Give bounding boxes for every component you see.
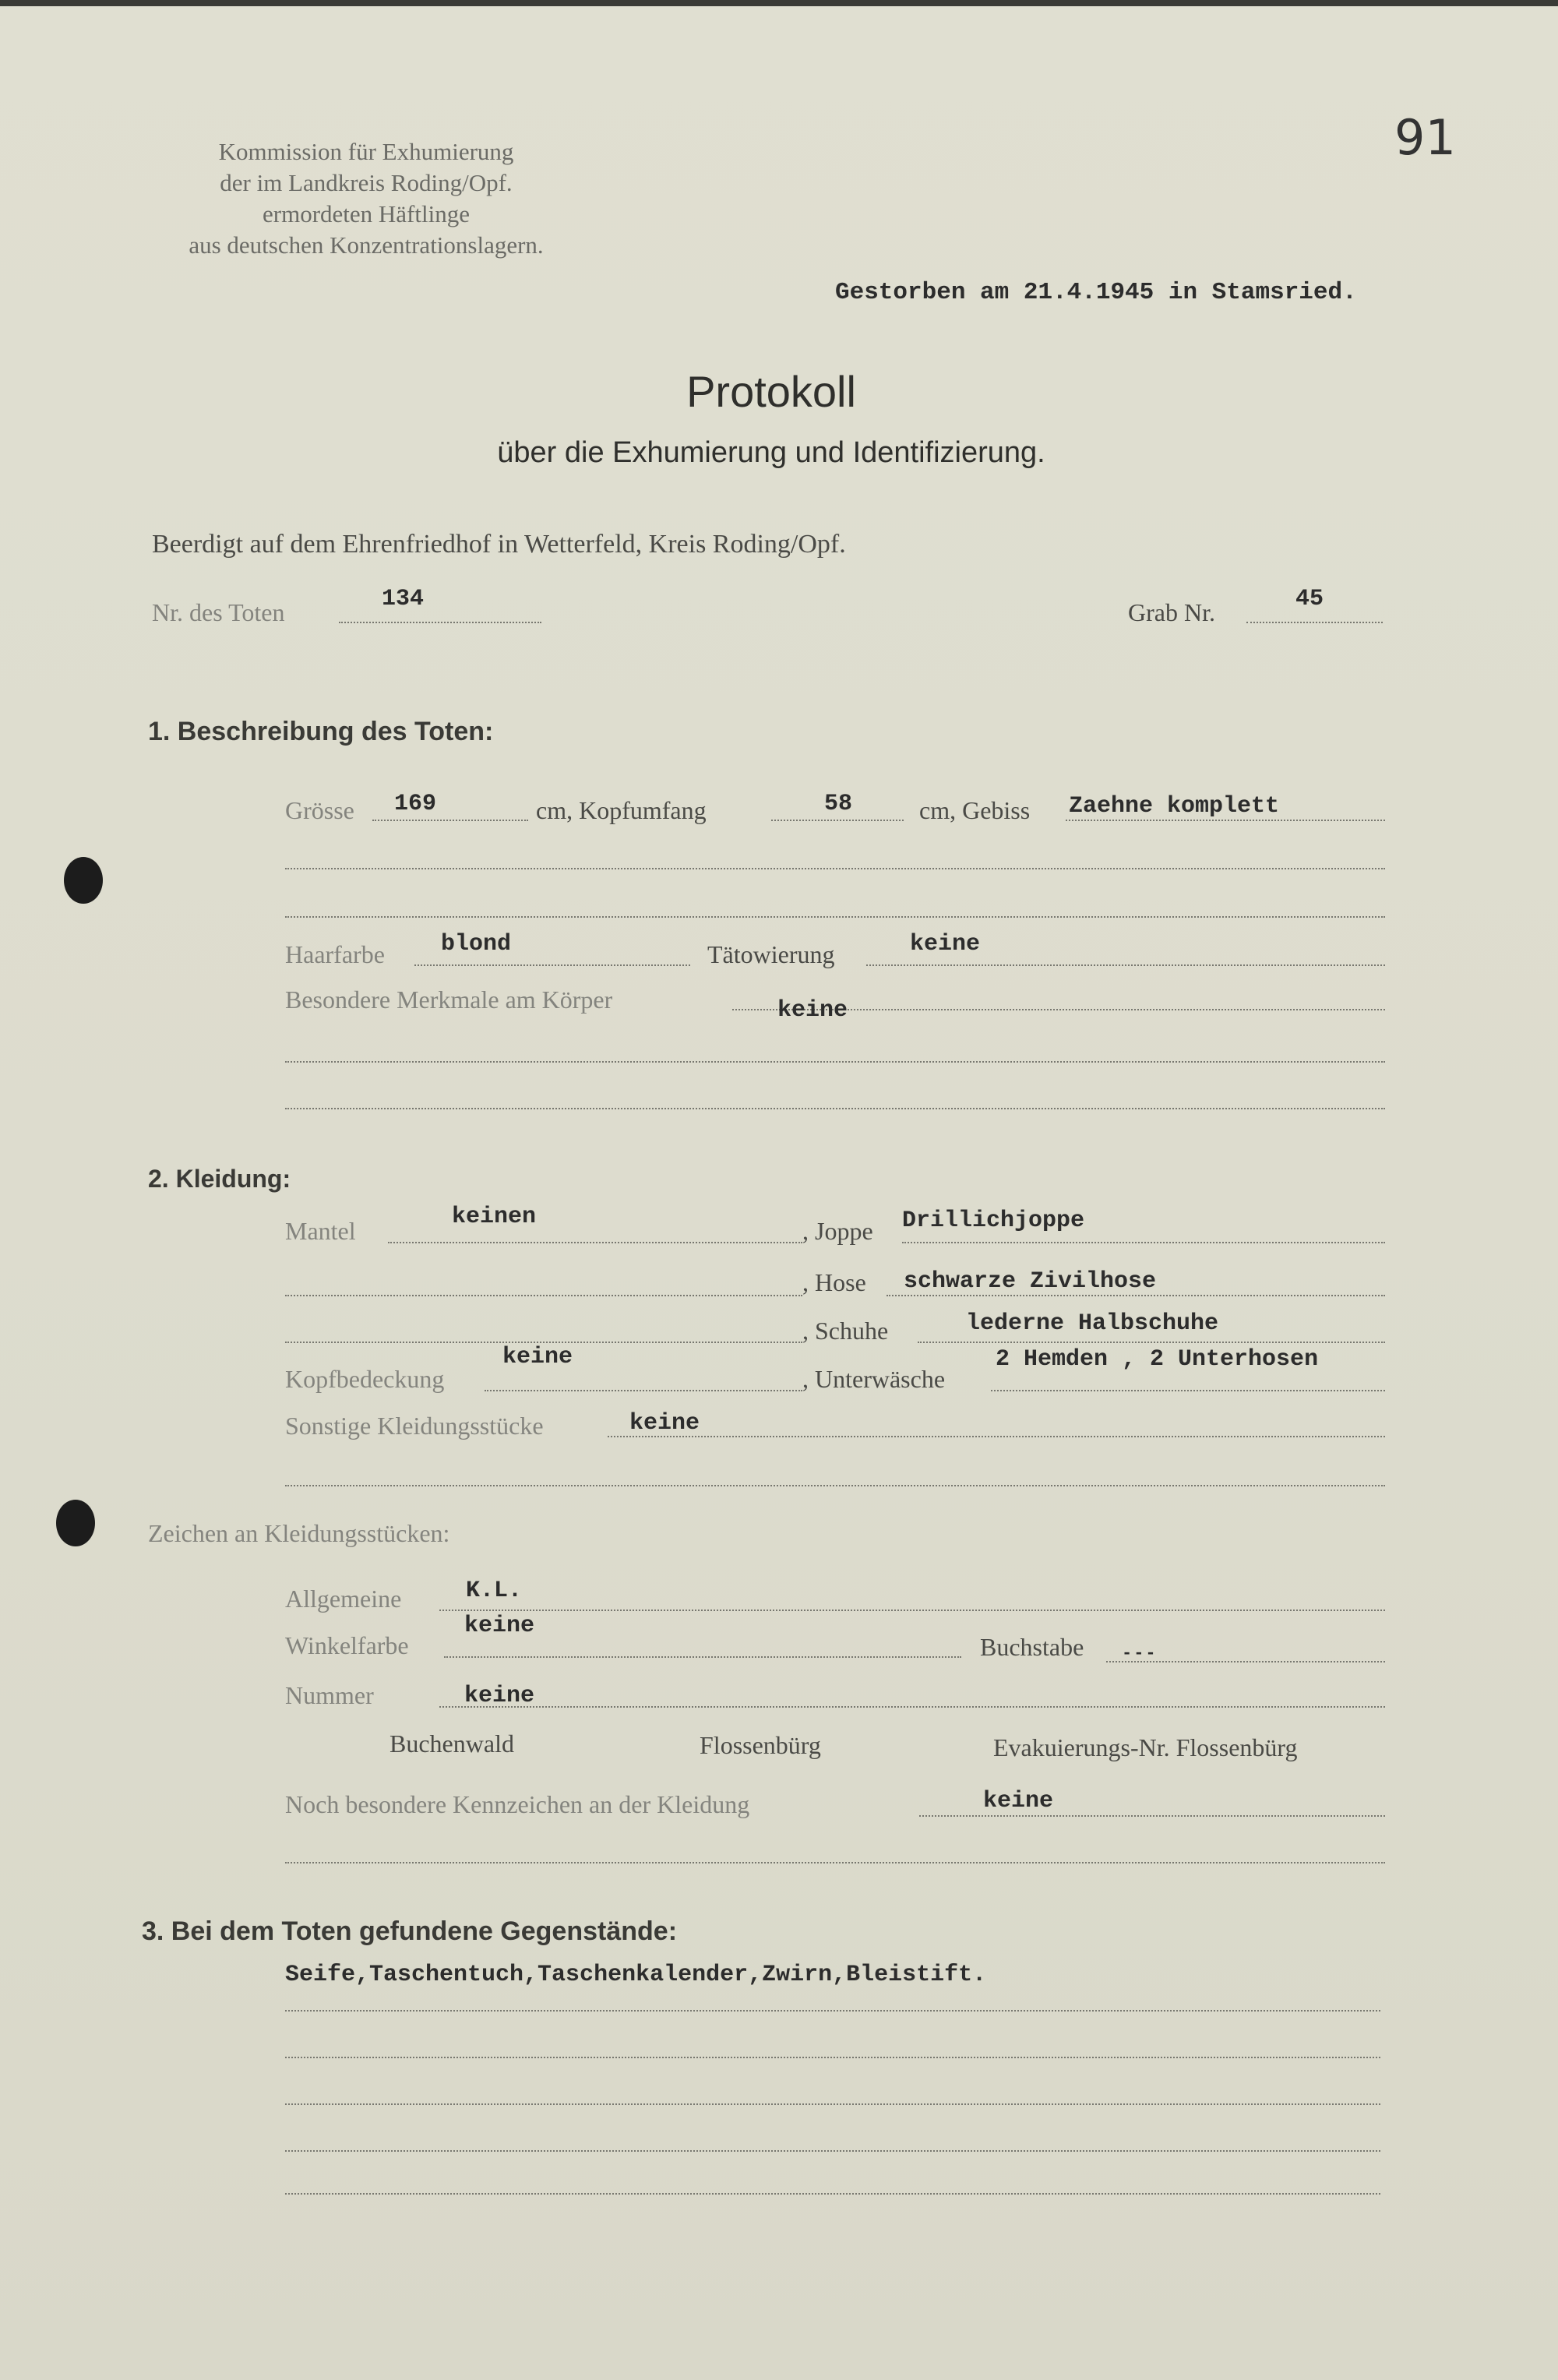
grave-number-line (1246, 622, 1383, 623)
camp-buchenwald: Buchenwald (390, 1729, 514, 1758)
tattoo-label: Tätowierung (707, 940, 835, 968)
number-line (439, 1706, 1385, 1708)
blank-line (285, 1862, 1385, 1863)
shoes-value: lederne Halbschuhe (966, 1310, 1219, 1337)
grave-number-label: Grab Nr. (1128, 598, 1215, 626)
section-3-heading: 3. Bei dem Toten gefundene Gegenstände: (142, 1916, 678, 1946)
burial-line: Beerdigt auf dem Ehrenfriedhof in Wetterfeld, Kreis Roding/Opf. (152, 530, 846, 559)
commission-header (156, 136, 576, 261)
height-value: 169 (394, 791, 437, 817)
shoes-line (918, 1342, 1385, 1343)
head-circumference-label: cm, Kopfumfang (536, 796, 707, 824)
camp-flossenbuerg: Flossenbürg (700, 1731, 821, 1759)
header-line-4: aus deutschen Konzentrationslagern. (189, 231, 544, 259)
other-clothing-label: Sonstige Kleidungsstücke (285, 1412, 544, 1440)
clothing-marks-heading: Zeichen an Kleidungsstücken: (148, 1519, 450, 1547)
coat-line (388, 1242, 802, 1243)
punch-hole-bottom (56, 1500, 95, 1546)
document-subtitle: über die Exhumierung und Identifizierung. (497, 436, 1045, 469)
tattoo-line (866, 964, 1385, 966)
section-1-heading: 1. Beschreibung des Toten: (148, 717, 494, 746)
blank-line (285, 1342, 802, 1343)
dead-number-label: Nr. des Toten (152, 598, 285, 626)
coat-value: keinen (452, 1204, 537, 1230)
dead-number-value: 134 (382, 586, 425, 612)
number-value: keine (464, 1683, 535, 1709)
blank-line (285, 2193, 1380, 2195)
trousers-line (887, 1295, 1385, 1296)
teeth-value: Zaehne komplett (1069, 793, 1280, 820)
extra-marks-value: keine (983, 1788, 1054, 1814)
blank-line (285, 1061, 1385, 1063)
headwear-label: Kopfbedeckung (285, 1365, 445, 1393)
head-circumference-line (771, 820, 904, 821)
header-line-3: ermordeten Häftlinge (263, 200, 470, 227)
underwear-line (991, 1390, 1385, 1391)
hair-line (414, 964, 690, 966)
hair-label: Haarfarbe (285, 940, 385, 968)
underwear-value: 2 Hemden , 2 Unterhosen (996, 1346, 1319, 1373)
general-marks-label: Allgemeine (285, 1585, 402, 1613)
header-line-2: der im Landkreis Roding/Opf. (220, 169, 513, 196)
teeth-line (1066, 820, 1385, 821)
blank-line (285, 2103, 1380, 2105)
document-title: Protokoll (686, 367, 856, 416)
trousers-value: schwarze Zivilhose (904, 1268, 1157, 1295)
headwear-value: keine (502, 1344, 573, 1370)
camp-evacuation-number: Evakuierungs-Nr. Flossenbürg (993, 1733, 1298, 1761)
scan-top-edge (0, 0, 1558, 6)
teeth-label: cm, Gebiss (919, 796, 1031, 824)
extra-marks-label: Noch besondere Kennzeichen an der Kleidung (285, 1790, 750, 1818)
marks-body-value: keine (777, 997, 848, 1024)
shoes-label: , Schuhe (802, 1317, 889, 1345)
blank-line (285, 2150, 1380, 2152)
number-label: Nummer (285, 1681, 374, 1709)
blank-line (285, 2010, 1380, 2012)
blank-line (285, 2057, 1380, 2058)
head-circumference-value: 58 (824, 791, 853, 817)
height-line (372, 820, 528, 821)
header-line-1: Kommission für Exhumierung (218, 138, 514, 165)
section-2-heading: 2. Kleidung: (148, 1165, 291, 1193)
blank-line (285, 1295, 802, 1296)
other-clothing-value: keine (629, 1410, 700, 1437)
angle-color-value: keine (464, 1613, 535, 1639)
general-marks-line (439, 1610, 1385, 1611)
letter-value: --- (1122, 1644, 1158, 1663)
hair-value: blond (441, 931, 512, 957)
angle-color-line (444, 1656, 961, 1658)
other-clothing-line (608, 1436, 1385, 1437)
angle-color-label: Winkelfarbe (285, 1631, 409, 1659)
grave-number-value: 45 (1295, 586, 1324, 612)
jacket-line (902, 1242, 1385, 1243)
death-note: Gestorben am 21.4.1945 in Stamsried. (835, 279, 1357, 306)
blank-line (285, 916, 1385, 918)
general-marks-value: K.L. (466, 1578, 523, 1604)
letter-label: Buchstabe (980, 1633, 1084, 1661)
marks-body-label: Besondere Merkmale am Körper (285, 985, 613, 1014)
tattoo-value: keine (910, 931, 981, 957)
height-label: Grösse (285, 796, 354, 824)
trousers-label: , Hose (802, 1268, 866, 1296)
punch-hole-top (64, 857, 103, 904)
page-number: 91 (1394, 109, 1456, 166)
found-items-value: Seife,Taschentuch,Taschenkalender,Zwirn,Bleistift. (285, 1962, 987, 1988)
blank-line (285, 1108, 1385, 1109)
dead-number-line (339, 622, 541, 623)
coat-label: Mantel (285, 1217, 356, 1245)
extra-marks-line (919, 1815, 1385, 1817)
blank-line (285, 1485, 1385, 1486)
underwear-label: , Unterwäsche (802, 1365, 946, 1393)
blank-line (285, 868, 1385, 869)
headwear-line (485, 1390, 802, 1391)
jacket-value: Drillichjoppe (902, 1208, 1085, 1234)
jacket-label: , Joppe (802, 1217, 873, 1245)
